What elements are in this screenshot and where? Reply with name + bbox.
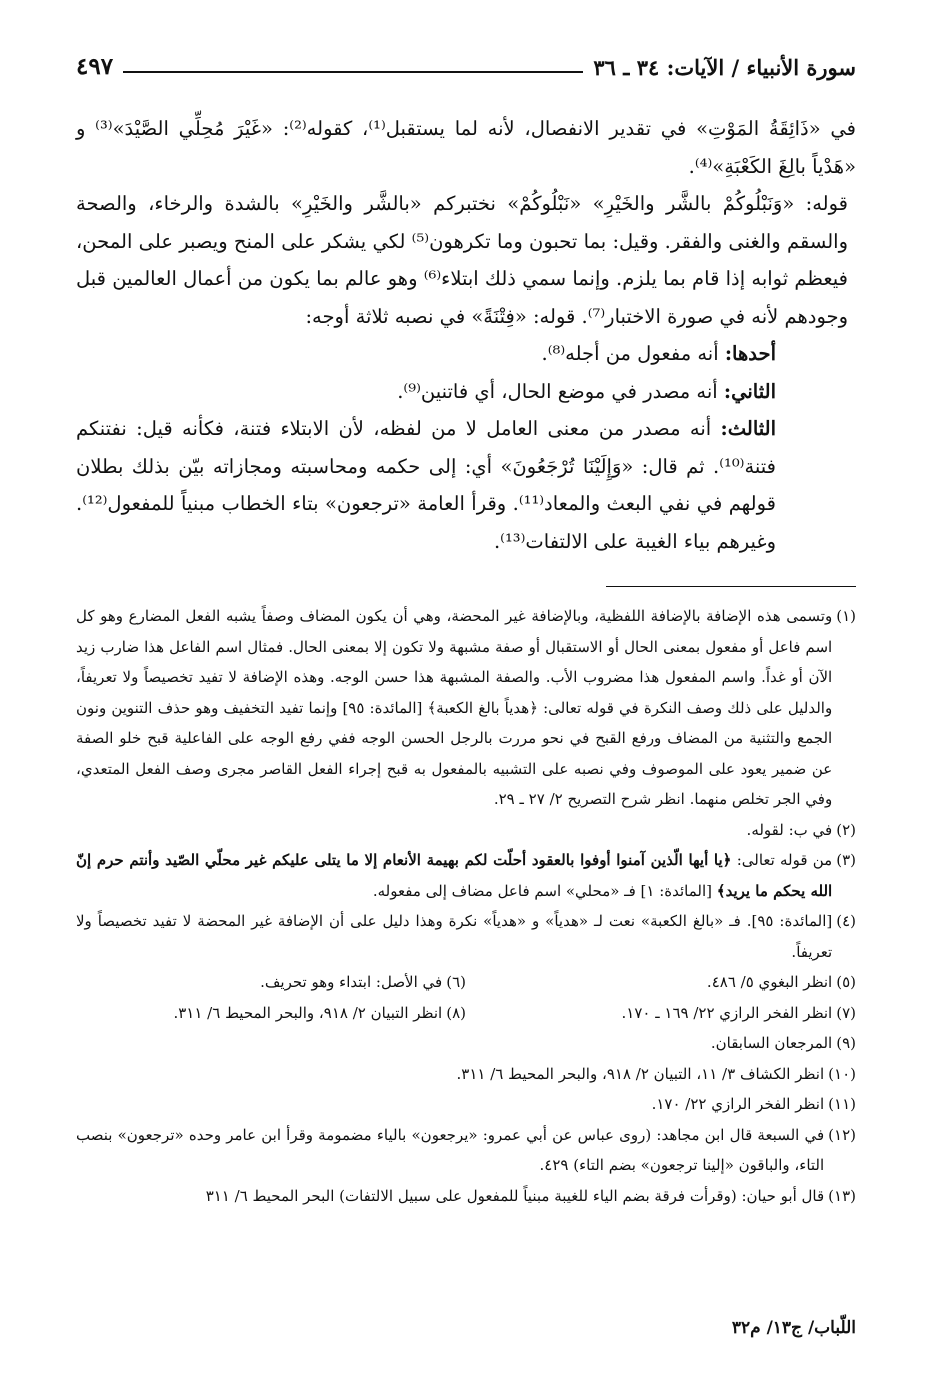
footnote-text: انظر التبيان ٢/ ٩١٨، والبحر المحيط ٦/ ٣١١. [173,1003,443,1022]
aspect-third-text: أنه مصدر من معنى العامل لا من لفظه، لأن الابتلاء فتنة، فكأنه قيل: نفتنكم فتنة⁽¹⁰⁾. ثم قال: «وَإِلَيْنَا تُرْجَعُونَ» أي: إلى حكمه ومحاسبته ومجازاته بيّن بذلك بطلان قولهم في نفي البعث والمعاد⁽¹¹⁾. وقرأ العامة «ترجعون» بتاء الخطاب مبنياً للمفعول⁽¹²⁾. وغيرهم بياء الغيبة على الالتفات⁽¹³⁾. [76,417,777,553]
header-rule [123,71,583,73]
footnote-3-ref: [المائدة: ١] فـ «محلي» اسم فاعل مضاف إلى مفعوله. [372,881,712,900]
footnote-number: (٥) [836,973,856,991]
footnote-number: (٧) [836,1003,856,1022]
footnote-number: (١٣) [828,1186,856,1205]
footnote-text: انظر الفخر الرازي ٢٢/ ١٧٠. [651,1095,825,1113]
aspect-second-text: أنه مصدر في موضع الحال، أي فاتنين⁽⁹⁾. [397,379,718,403]
footnote-text: المرجعان السابقان. [710,1034,833,1052]
footnote-text [76,845,832,906]
footnote-number: (١٠) [828,1064,856,1083]
footnote-number: (١٢) [828,1125,856,1144]
footnote-3 [76,845,856,906]
footnote-text: قال أبو حيان: (وقرأت فرقة بضم الياء للغيبة مبنياً للمفعول على سبيل الالتفات) البحر المحيط ٦/ ٣١١ [205,1186,825,1205]
footnote-divider [606,586,856,587]
footnote-3-verse: ﴿يا أيها الّذين آمنوا أوفوا بالعقود أحلّت لكم بهيمة الأنعام إلا ما يتلى عليكم غير محلّي الصّيد وأنتم حرم إنّ الله يحكم ما يريد﴾ [76,851,833,900]
footnote-2 [76,815,856,846]
footnote-pair-5-6 [76,967,856,998]
footnote-10 [76,1059,856,1090]
footnote-9 [76,1028,856,1059]
aspect-first [76,335,856,373]
aspect-third-label: الثالث: [720,417,777,440]
footnote-1 [76,601,856,815]
aspect-second-label: الثاني: [723,379,776,403]
footnote-number: (٢) [836,820,856,839]
paragraph-2: قوله: «وَنَبْلُوكُمْ بالشَّر والخَيْرِ» «نَبْلُوكُمْ» نختبركم «بالشَّر والخَيْرِ» بالشدة والرخاء، والصحة والسقم والغنى والفقر. وقيل: بما تحبون وما تكرهون⁽⁵⁾ لكي يشكر على المنح ويصبر على المحن، فيعظم ثوابه إذا قام بما يلزم. وإنما سمي ذلك ابتلاء⁽⁶⁾ وهو عالم بما يكون من أعمال العالمين قبل وجودهم لأنه في صورة الاختبار⁽⁷⁾. قوله: «فِتْنَةً» في نصبه ثلاثة أوجه: [76,192,848,328]
surah-title: سورة الأنبياء / الآيات: ٣٤ ـ ٣٦ [593,55,856,80]
page-header [76,44,856,80]
footnote-text: وتسمى هذه الإضافة بالإضافة اللفظية، وبالإضافة غير المحضة، وهي أن يكون المضاف وصفاً يشبه الفعل المضارع وهو كل اسم فاعل أو مفعول بمعنى الحال أو الاستقبال أو صفة مشبهة ولا تكون إلا بمعنى الحال. فمثال اسم الفاعل هذا ضارب زيد الآن أو غداً. واسم المفعول هذا مضروب الأب. والصفة المشبهة هذا حسن الوجه. وهذه الإضافة لا تفيد تخصيصاً ولا تعريفاً، والدليل على ذلك وصف النكرة في قوله تعالى: ﴿هدياً بالغ الكعبة﴾ [المائدة: ٩٥] وإنما تفيد التخفيف وهو حذف التنوين ونون الجمع والتثنية من المضاف ورفع القبح في نحو مررت بالرجل الحسن الوجه ففي رفع الوجه على الفاعلية قبح خلو الصفة عن ضمير يعود على الموصوف وفي نصبه على التشبيه بالمفعول به قبح إجراء الفعل القاصر مجرى وصف الفعل المتعدي، وفي الجر تخلص منهما. انظر شرح التصريح ٢/ ٢٧ ـ ٢٩. [76,607,833,808]
footnote-text: انظر الفخر الرازي ٢٢/ ١٦٩ ـ ١٧٠. [621,1003,833,1022]
footnote-text: انظر الكشاف ٣/ ١١، التبيان ٢/ ٩١٨، والبحر المحيط ٦/ ٣١١. [456,1064,825,1083]
aspect-third [76,410,856,560]
footnote-3-intro: من قوله تعالى: [736,851,833,869]
footnote-5 [466,967,856,998]
footnote-7 [466,998,856,1029]
footnote-text: [المائدة: ٩٥]. فـ «بالغ الكعبة» نعت لـ «هدياً» و «هدياً» نكرة وهذا دليل على أن الإضافة غير المحضة لا تفيد تخصيصاً ولا تعريفاً. [76,912,833,961]
footnote-number: (١١) [828,1095,856,1113]
footnote-number: (١) [836,607,856,625]
footnote-11 [76,1089,856,1120]
footnote-number: (٦) [446,973,466,991]
aspect-first-text: أنه مفعول من أجله⁽⁸⁾. [541,342,719,365]
footnote-number: (٤) [836,912,856,930]
footnote-13 [76,1181,856,1212]
printer-signature: اللّباب/ ج١٣/ م٣٢ [731,1318,856,1338]
aspect-second [76,373,856,411]
page-number: ٤٩٧ [76,53,114,80]
footnote-6 [76,967,466,998]
footnote-number: (٩) [836,1034,856,1052]
footnote-4 [76,906,856,967]
paragraph-1: في «ذَائِقَةُ المَوْتِ» في تقدير الانفصال، لأنه لما يستقبل⁽¹⁾، كقوله⁽²⁾: «غَيْرَ مُحِلِّي الصَّيْدَ»⁽³⁾ و «هَدْياً بالِغَ الكَعْبَةِ»⁽⁴⁾. [76,117,856,178]
footnote-text: انظر البغوي ٥/ ٤٨٦. [706,973,833,991]
footnote-pair-7-8 [76,998,856,1029]
aspect-first-label: أحدها: [724,342,776,365]
footnote-number: (٨) [446,1003,466,1022]
footnote-text: في السبعة قال ابن مجاهد: (روى عباس عن أبي عمرو: «يرجعون» بالياء مضمومة وقرأ ابن عامر وحده «ترجعون» بنصب التاء، والباقون «إلينا ترجعون» بضم التاء) ٤٢٩. [76,1125,825,1174]
main-text [76,110,856,560]
book-page [76,44,856,1211]
footnote-12 [76,1120,856,1181]
footnote-number: (٣) [836,851,856,869]
footnote-8 [76,998,466,1029]
footnote-text: في الأصل: ابتداء وهو تحريف. [260,973,443,991]
footnote-text: في ب: لقوله. [746,820,833,839]
footnotes [76,601,856,1211]
